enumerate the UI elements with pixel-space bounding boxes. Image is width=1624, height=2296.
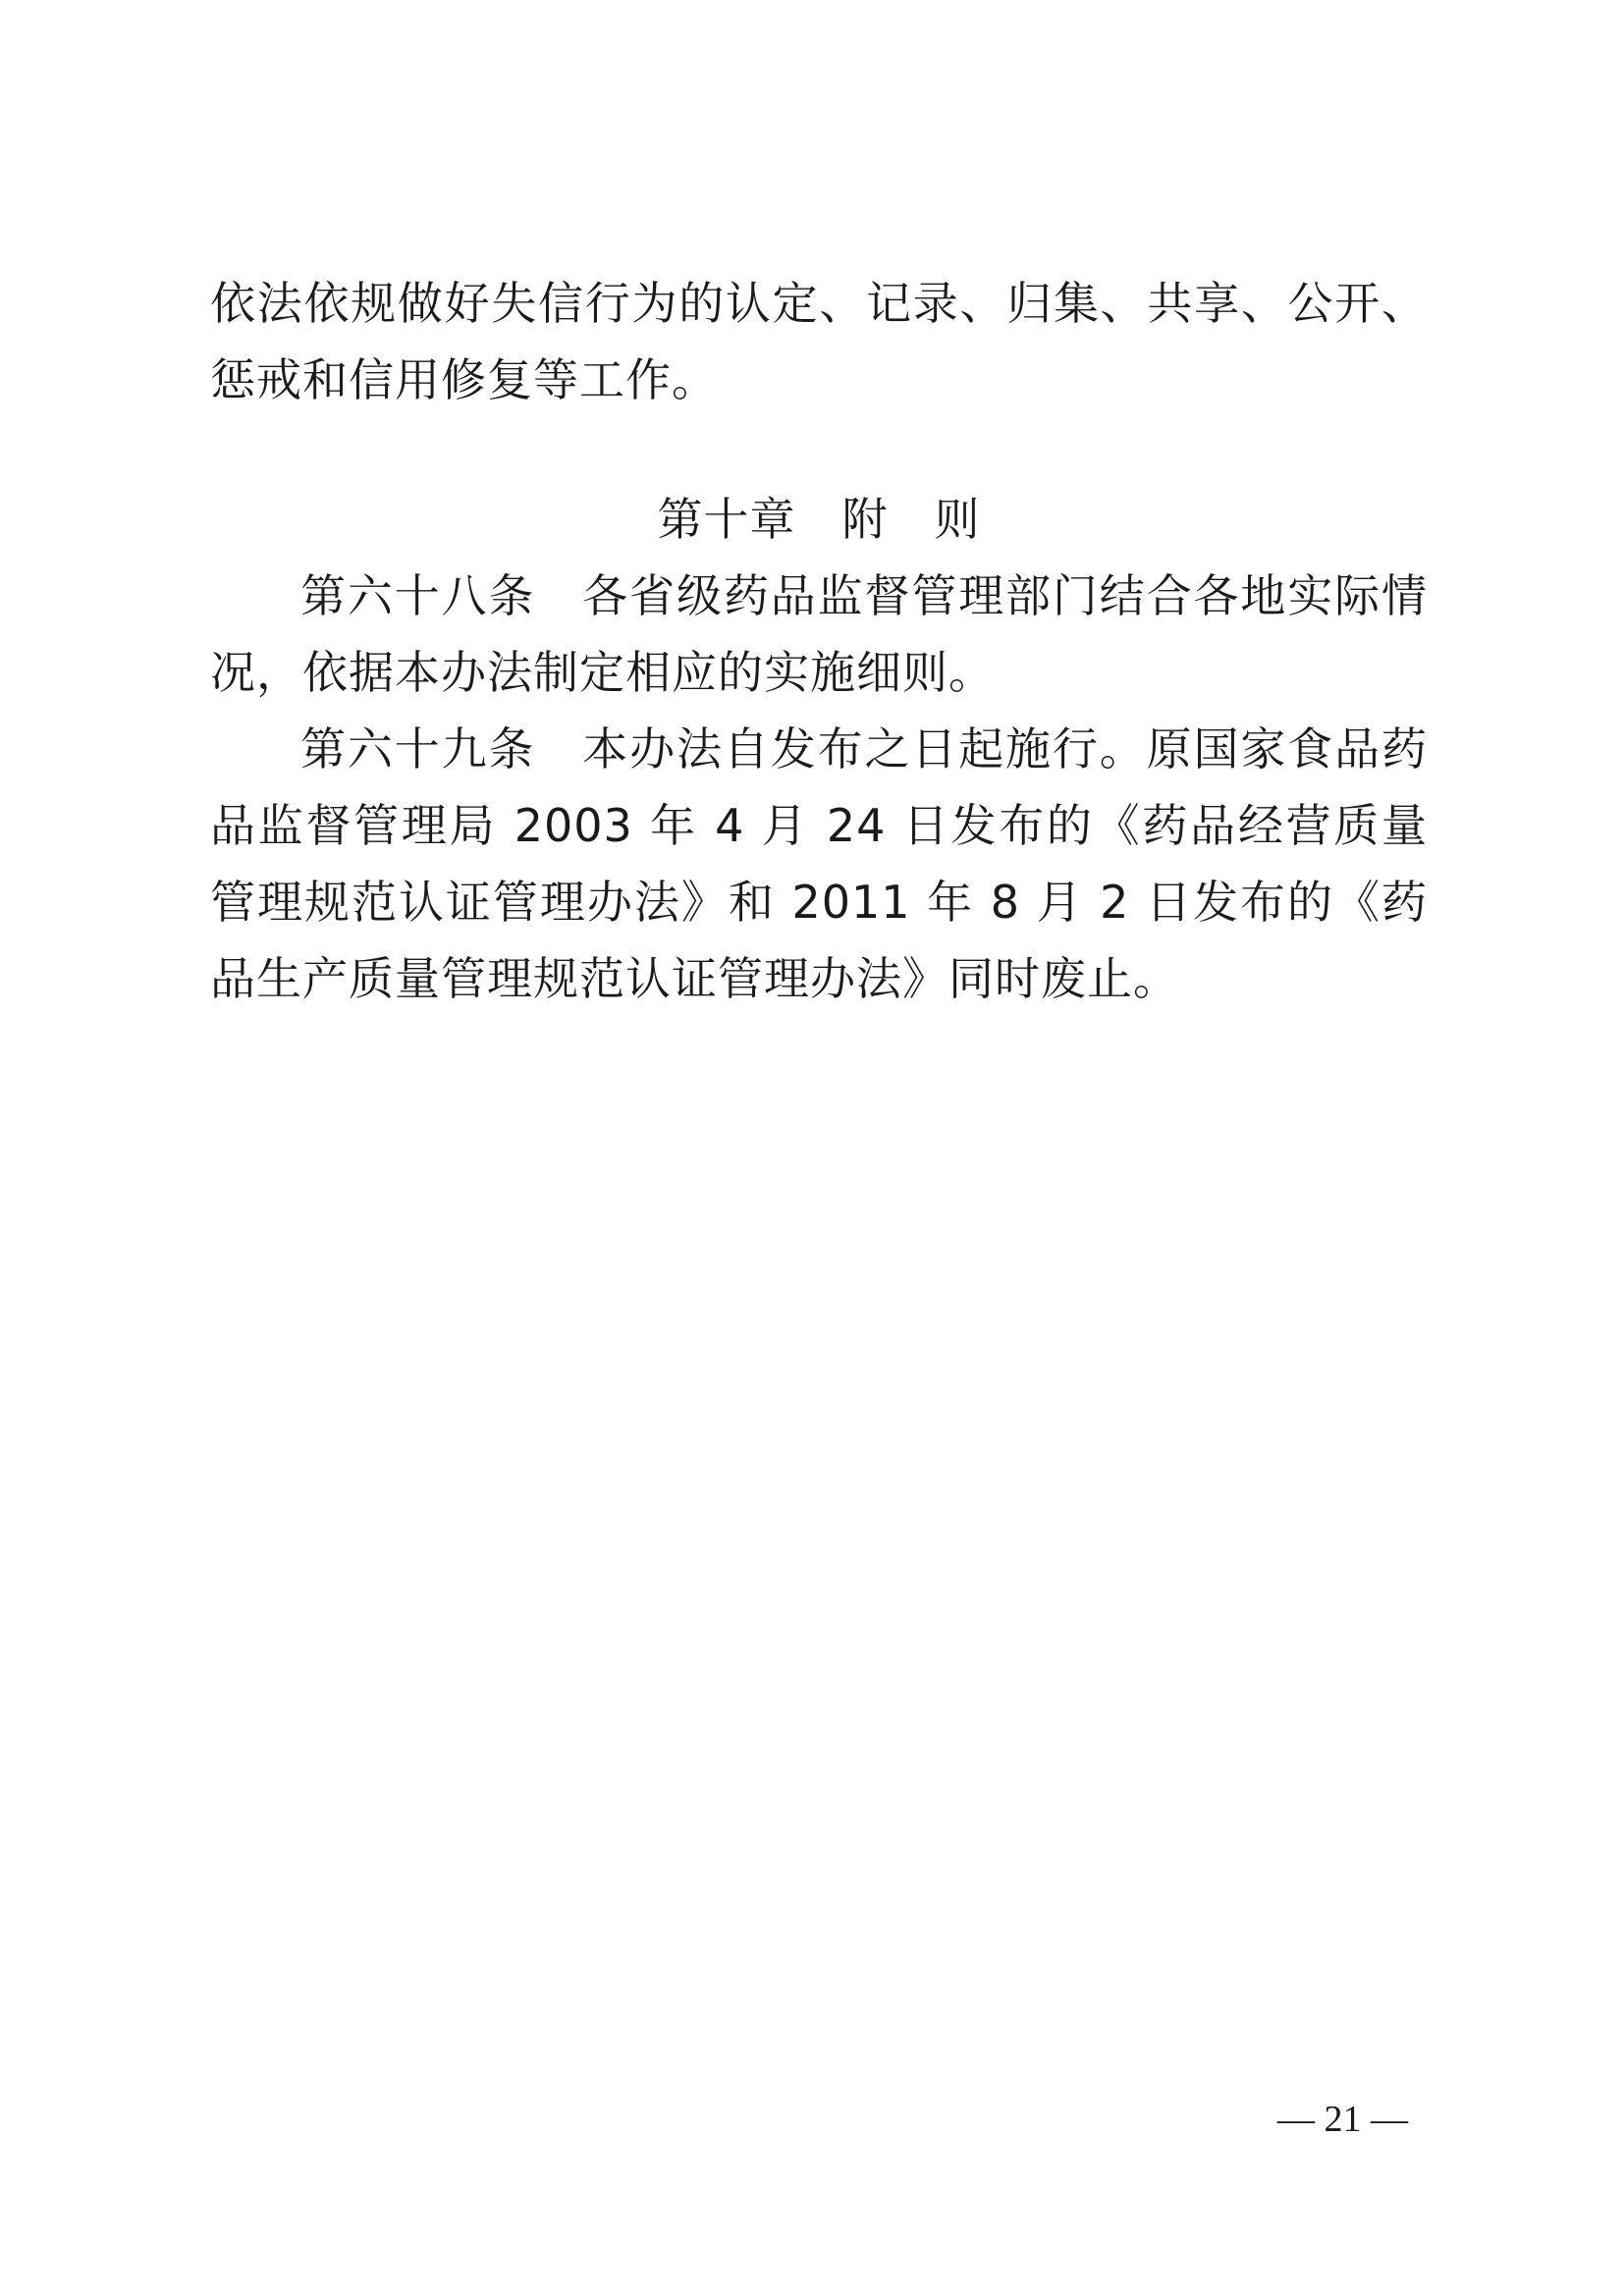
article-68-number: 第六十八条 — [300, 569, 536, 622]
article-69-text: 本办法自发布之日起施行。原国家食品药品监督管理局 2003 年 4 月 24 日发布的《药品经营质量管理规范认证管理办法》和 2011 年 8 月 2 日发布的《药品生产质量管理规范认证管理办法》同时废止。 — [210, 722, 1429, 1005]
page-number: — 21 — — [1277, 2099, 1408, 2140]
continued-paragraph: 依法依规做好失信行为的认定、记录、归集、共享、公开、惩戒和信用修复等工作。 — [210, 277, 1428, 406]
chapter-heading: 第十章 附 则 — [657, 493, 981, 546]
document-body — [210, 265, 1428, 1017]
article-68-text: 各省级药品监督管理部门结合各地实际情况，依据本办法制定相应的实施细则。 — [210, 569, 1429, 699]
article-68 — [210, 558, 1428, 711]
article-69-number: 第六十九条 — [300, 722, 536, 775]
article-69 — [210, 711, 1428, 1017]
